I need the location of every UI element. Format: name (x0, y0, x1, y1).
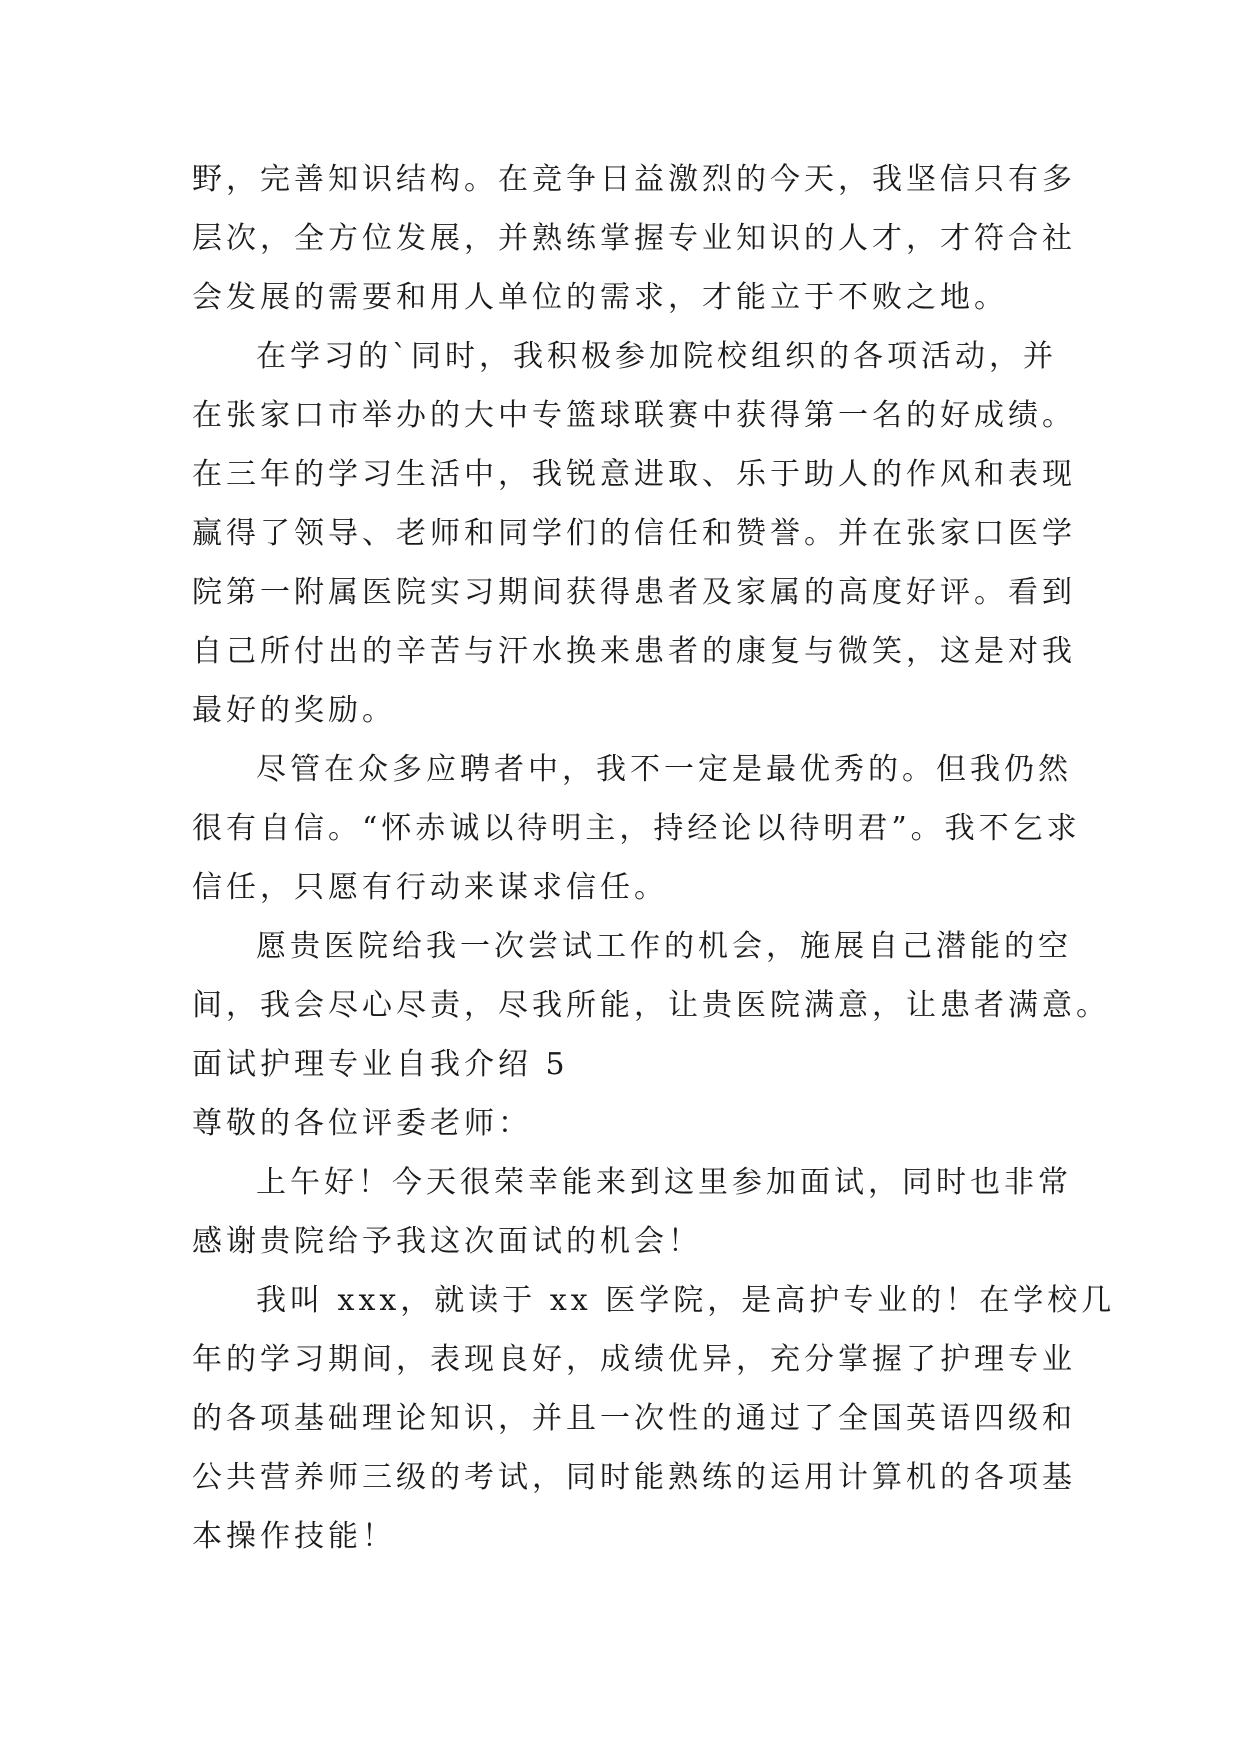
paragraph-first-line: 在学习的`同时，我积极参加院校组织的各项活动，并 (256, 339, 1057, 374)
text-line: 很有自信。“怀赤诚以待明主，持经论以待明君”。我不乞求 (192, 811, 1081, 846)
text-line: 感谢贵院给予我这次面试的机会！ (192, 1224, 702, 1259)
paragraph-first-line: 上午好！今天很荣幸能来到这里参加面试，同时也非常 (256, 1165, 1072, 1200)
text-line: 在张家口市举办的大中专篮球联赛中获得第一名的好成绩。 (192, 398, 1076, 433)
text-line: 的各项基础理论知识，并且一次性的通过了全国英语四级和 (192, 1401, 1076, 1436)
text-line: 最好的奖励。 (192, 693, 396, 728)
text-line: 在三年的学习生活中，我锐意进取、乐于助人的作风和表现 (192, 457, 1076, 492)
document-body (192, 150, 1116, 1566)
text-line: 信任，只愿有行动来谋求信任。 (192, 870, 668, 905)
paragraph-first-line: 愿贵医院给我一次尝试工作的机会，施展自己潜能的空 (256, 929, 1072, 964)
text-line: 公共营养师三级的考试，同时能熟练的运用计算机的各项基 (192, 1460, 1076, 1495)
paragraph-first-line: 我叫 xxx，就读于 xx 医学院，是高护专业的！在学校几 (256, 1283, 1116, 1318)
text-line: 间，我会尽心尽责，尽我所能，让贵医院满意，让患者满意。 (192, 988, 1110, 1023)
paragraph-first-line: 尽管在众多应聘者中，我不一定是最优秀的。但我仍然 (256, 752, 1072, 787)
text-line: 自己所付出的辛苦与汗水换来患者的康复与微笑，这是对我 (192, 634, 1076, 669)
section-heading: 面试护理专业自我介绍 5 (192, 1047, 569, 1082)
text-line: 层次，全方位发展，并熟练掌握专业知识的人才，才符合社 (192, 221, 1076, 256)
text-line: 年的学习期间，表现良好，成绩优异，充分掌握了护理专业 (192, 1342, 1076, 1377)
text-line: 院第一附属医院实习期间获得患者及家属的高度好评。看到 (192, 575, 1076, 610)
text-line: 赢得了领导、老师和同学们的信任和赞誉。并在张家口医学 (192, 516, 1076, 551)
text-line: 会发展的需要和用人单位的需求，才能立于不败之地。 (192, 280, 1008, 315)
salutation: 尊敬的各位评委老师： (192, 1106, 532, 1141)
text-line: 野，完善知识结构。在竞争日益激烈的今天，我坚信只有多 (192, 162, 1076, 197)
text-line: 本操作技能！ (192, 1519, 396, 1554)
